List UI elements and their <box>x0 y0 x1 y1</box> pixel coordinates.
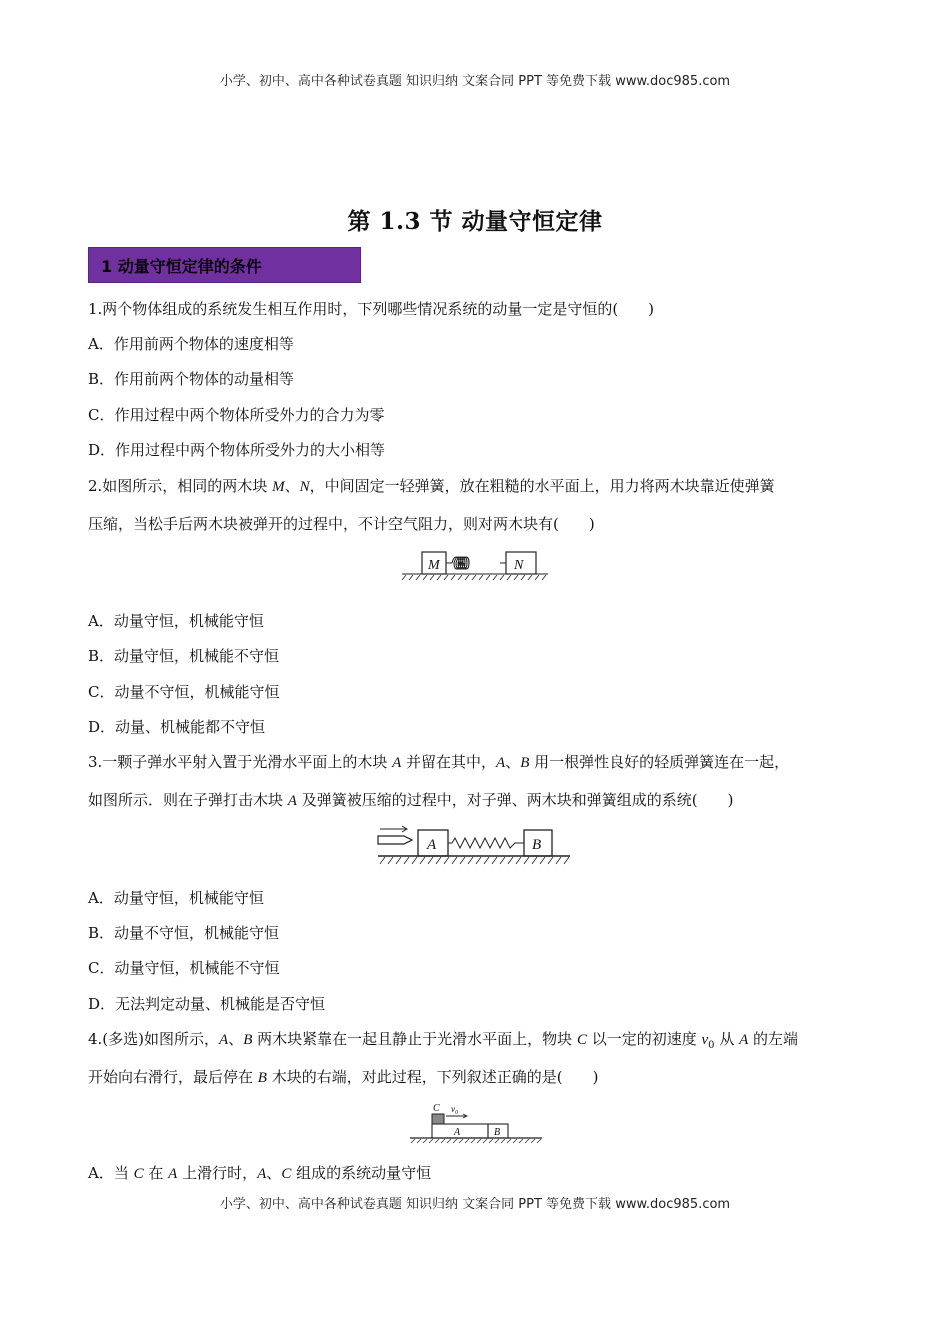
q4-var-v: v <box>701 1032 709 1048</box>
q3-var-a: A <box>496 755 506 771</box>
q4-var-a: A <box>739 1032 749 1048</box>
bullet <box>378 836 412 844</box>
q4-option-text: 组成的系统动量守恒 <box>291 1164 432 1182</box>
q3-text: 用一根弹性良好的轻质弹簧连在一起， <box>529 753 790 771</box>
q4-option-sep: 、 <box>266 1164 282 1182</box>
q3-text: 如图所示．则在子弹打击木块 <box>88 791 288 809</box>
q4-text: 的左端 <box>748 1030 799 1048</box>
block-c <box>432 1114 444 1124</box>
q4-sep: 、 <box>228 1030 244 1048</box>
q4-text: 4.(多选)如图所示， <box>88 1030 220 1048</box>
spring <box>448 838 524 848</box>
q1-option-a: A．作用前两个物体的速度相等 <box>88 335 294 353</box>
label-v0: v₀ <box>451 1104 459 1114</box>
q2-var-n: N <box>299 479 310 495</box>
q3-stem-line1 <box>88 751 868 774</box>
q4-var-c: C <box>576 1032 587 1048</box>
q4-option-text: A．当 <box>88 1164 134 1182</box>
q3-text: 并留在其中， <box>401 753 497 771</box>
q4-stem-line2 <box>88 1066 868 1089</box>
label-a: A <box>427 837 437 853</box>
q2-var-m: M <box>272 479 285 495</box>
label-b: B <box>532 837 542 853</box>
q4-var-a: A <box>219 1032 229 1048</box>
q3-text: 及弹簧被压缩的过程中，对子弹、两木块和弹簧组成的系统( ) <box>296 791 734 809</box>
q1-stem: 1.两个物体组成的系统发生相互作用时，下列哪些情况系统的动量一定是守恒的( ) <box>88 300 655 318</box>
q4-option-text: 在 <box>143 1164 169 1182</box>
q2-option-a: A．动量守恒，机械能守恒 <box>88 612 264 630</box>
q4-option-a <box>88 1162 868 1185</box>
label-b: B <box>494 1127 501 1138</box>
q4-text: 两木块紧靠在一起且静止于光滑水平面上，物块 <box>252 1030 577 1048</box>
q3-var-a: A <box>287 793 297 809</box>
q4-stem-line1 <box>88 1028 868 1057</box>
label-c: C <box>433 1103 440 1114</box>
page-header: 小学、初中、高中各种试卷真题 知识归纳 文案合同 PPT 等免费下载 www.doc985.com <box>219 74 731 89</box>
q2-option-c: C．动量不守恒，机械能守恒 <box>88 683 280 701</box>
q2-text: 2.如图所示，相同的两木块 <box>88 477 273 495</box>
q3-var-a: A <box>392 755 402 771</box>
label-a: A <box>454 1127 461 1138</box>
q4-option-var-a: A <box>257 1166 267 1182</box>
q2-text: ，中间固定一轻弹簧，放在粗糙的水平面上，用力将两木块靠近使弹簧 <box>309 477 775 495</box>
q2-stem-line1 <box>88 475 868 498</box>
q4-text: 从 <box>714 1030 740 1048</box>
q4-option-var-a: A <box>168 1166 178 1182</box>
q2-stem-line2: 压缩，当松手后两木块被弹开的过程中，不计空气阻力，则对两木块有( ) <box>88 515 595 533</box>
q1-option-c: C．作用过程中两个物体所受外力的合力为零 <box>88 406 385 424</box>
q2-sep: 、 <box>284 477 300 495</box>
q3-option-d: D．无法判定动量、机械能是否守恒 <box>88 995 326 1013</box>
q4-text: 木块的右端，对此过程，下列叙述正确的是( ) <box>266 1068 599 1086</box>
q4-option-var-c: C <box>133 1166 144 1182</box>
label-m: M <box>428 558 440 573</box>
q3-stem-line2 <box>88 789 868 812</box>
q4-option-text: 上滑行时， <box>177 1164 258 1182</box>
q1-option-d: D．作用过程中两个物体所受外力的大小相等 <box>88 441 386 459</box>
q4-text: 以一定的初速度 <box>586 1030 702 1048</box>
label-n: N <box>514 558 524 573</box>
q3-var-b: B <box>520 755 530 771</box>
q4-option-var-c: C <box>281 1166 292 1182</box>
section-heading <box>88 247 361 283</box>
spring <box>446 557 506 569</box>
q4-var-v-subscript: 0 <box>708 1040 715 1051</box>
q3-sep: 、 <box>505 753 521 771</box>
q2-option-b: B．动量守恒，机械能不守恒 <box>88 647 280 665</box>
q3-text: 3.一颗子弹水平射入置于光滑水平面上的木块 <box>88 753 393 771</box>
q2-option-d: D．动量、机械能都不守恒 <box>88 718 266 736</box>
q3-option-b: B．动量不守恒，机械能守恒 <box>88 924 280 942</box>
q4-var-b: B <box>257 1070 267 1086</box>
page-footer: 小学、初中、高中各种试卷真题 知识归纳 文案合同 PPT 等免费下载 www.doc985.com <box>219 1197 731 1212</box>
q1-option-b: B．作用前两个物体的动量相等 <box>88 370 295 388</box>
q4-figure <box>408 1098 544 1144</box>
q3-figure <box>376 824 572 868</box>
q4-var-b: B <box>243 1032 253 1048</box>
q3-option-a: A．动量守恒，机械能守恒 <box>88 889 264 907</box>
q4-text: 开始向右滑行，最后停在 <box>88 1068 258 1086</box>
page-title: 第 1.3 节 动量守恒定律 <box>347 208 603 235</box>
q2-figure <box>400 546 550 582</box>
section-heading-label: 1 动量守恒定律的条件 <box>101 257 262 276</box>
q3-option-c: C．动量守恒，机械能不守恒 <box>88 959 280 977</box>
